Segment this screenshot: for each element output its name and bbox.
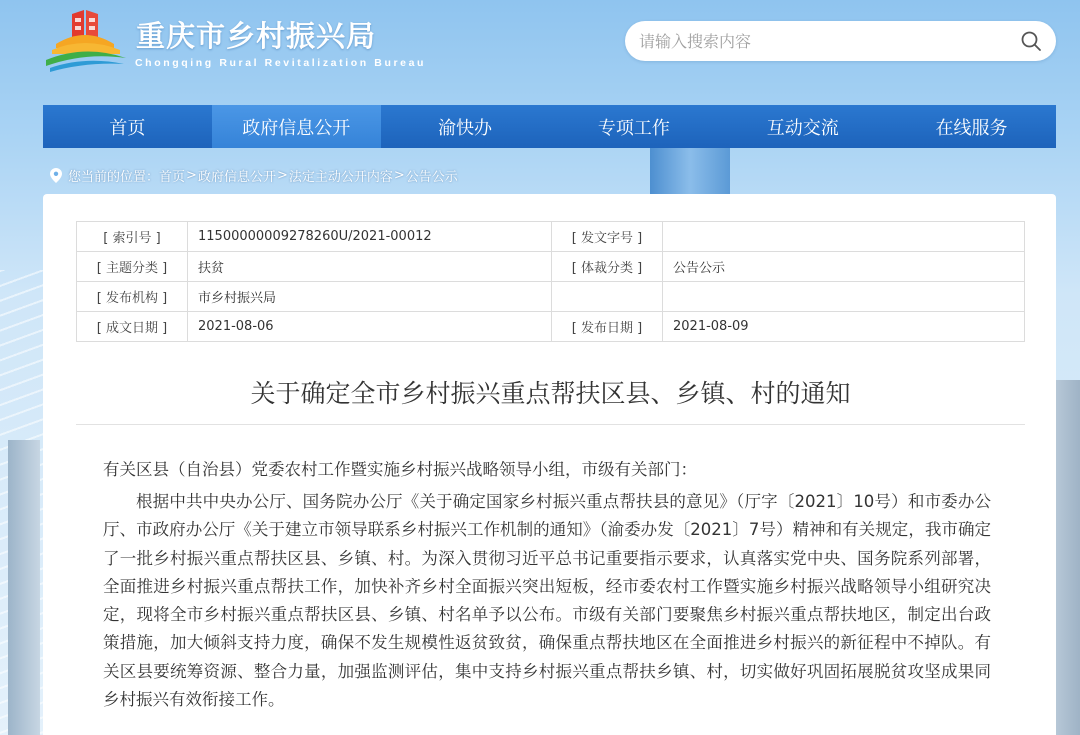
published-date-label: [ 发布日期 ]	[552, 312, 663, 342]
article-paragraph: 根据中共中央办公厅、国务院办公厅《关于确定国家乡村振兴重点帮扶县的意见》（厅字〔2021〕10号）和市委办公厅、市政府办公厅《关于建立市领导联系乡村振兴工作机制的通知》（渝委办发〔2021〕7号）精神和有关规定，我市确定了一批乡村振兴重点帮扶区县、乡镇、村。为深入贯彻习近平总书记重要指示要求，认真落实党中央、国务院系列部署，全面推进乡村振兴重点帮扶工作，加快补齐乡村全面振兴突出短板，经市委农村工作暨实施乡村振兴战略领导小组研究决定，现将全市乡村振兴重点帮扶区县、乡镇、村名单予以公布。市级有关部门要聚焦乡村振兴重点帮扶地区，制定出台政策措施，加大倾斜支持力度，确保不发生规模性返贫致贫，确保重点帮扶地区在全面推进乡村振兴的新征程中不掉队。有关区县要统筹资源、整合力量，加强监测评估，集中支持乡村振兴重点帮扶乡镇、村，切实做好巩固拓展脱贫攻坚成果同乡村振兴有效衔接工作。	[103, 492, 991, 710]
background-building-left	[8, 440, 40, 735]
site-subtitle: Chongqing Rural Revitalization Bureau	[135, 57, 427, 69]
table-row	[77, 282, 1025, 312]
content-panel	[43, 194, 1056, 735]
breadcrumb	[50, 165, 458, 185]
breadcrumb-separator: >	[186, 167, 197, 183]
search-icon[interactable]	[1020, 30, 1042, 52]
breadcrumb-separator: >	[393, 167, 405, 183]
document-meta-table	[76, 221, 1025, 342]
empty-label	[552, 282, 663, 312]
bureau-logo-icon[interactable]	[42, 8, 128, 76]
created-date-value: 2021-08-06	[188, 312, 552, 342]
main-nav	[43, 105, 1056, 148]
table-row	[77, 312, 1025, 342]
empty-value	[663, 282, 1025, 312]
breadcrumb-separator: >	[276, 167, 288, 183]
genre-value: 公告公示	[663, 252, 1025, 282]
publisher-value: 市乡村振兴局	[188, 282, 552, 312]
doc-number-label: [ 发文字号 ]	[552, 222, 663, 252]
breadcrumb-legal-disclosure[interactable]: 法定主动公开内容	[288, 169, 393, 185]
article-title: 关于确定全市乡村振兴重点帮扶区县、乡镇、村的通知	[250, 379, 851, 408]
background-building-center	[650, 148, 730, 198]
nav-item-home[interactable]: 首页	[109, 117, 146, 139]
nav-item-special-work[interactable]: 专项工作	[597, 117, 670, 139]
site-header	[0, 0, 1080, 100]
doc-number-value	[663, 222, 1025, 252]
article-salutation: 有关区县（自治县）党委农村工作暨实施乡村振兴战略领导小组，市级有关部门：	[103, 460, 697, 479]
index-label: [ 索引号 ]	[77, 222, 188, 252]
breadcrumb-announcements[interactable]: 公告公示	[405, 169, 458, 185]
title-divider	[76, 424, 1025, 425]
breadcrumb-home[interactable]: 首页	[159, 169, 186, 185]
table-row	[77, 222, 1025, 252]
publisher-label: [ 发布机构 ]	[77, 282, 188, 312]
nav-item-interaction[interactable]: 互动交流	[766, 117, 839, 139]
table-row	[77, 252, 1025, 282]
location-pin-icon	[50, 168, 62, 183]
topic-value: 扶贫	[188, 252, 552, 282]
published-date-value: 2021-08-09	[663, 312, 1025, 342]
breadcrumb-prefix: 您当前的位置：	[68, 169, 160, 185]
genre-label: [ 体裁分类 ]	[552, 252, 663, 282]
background-building-right	[1054, 380, 1080, 735]
site-title: 重庆市乡村振兴局	[136, 19, 377, 53]
topic-label: [ 主题分类 ]	[77, 252, 188, 282]
created-date-label: [ 成文日期 ]	[77, 312, 188, 342]
index-value: 11500000009278260U/2021-00012	[188, 222, 552, 252]
nav-item-online-service[interactable]: 在线服务	[935, 117, 1008, 139]
breadcrumb-government-info[interactable]: 政府信息公开	[197, 169, 276, 185]
search-input[interactable]	[639, 27, 1009, 55]
nav-item-yukuaiban[interactable]: 渝快办	[438, 117, 493, 139]
nav-item-government-info[interactable]: 政府信息公开	[212, 105, 381, 148]
search-box	[625, 21, 1056, 61]
